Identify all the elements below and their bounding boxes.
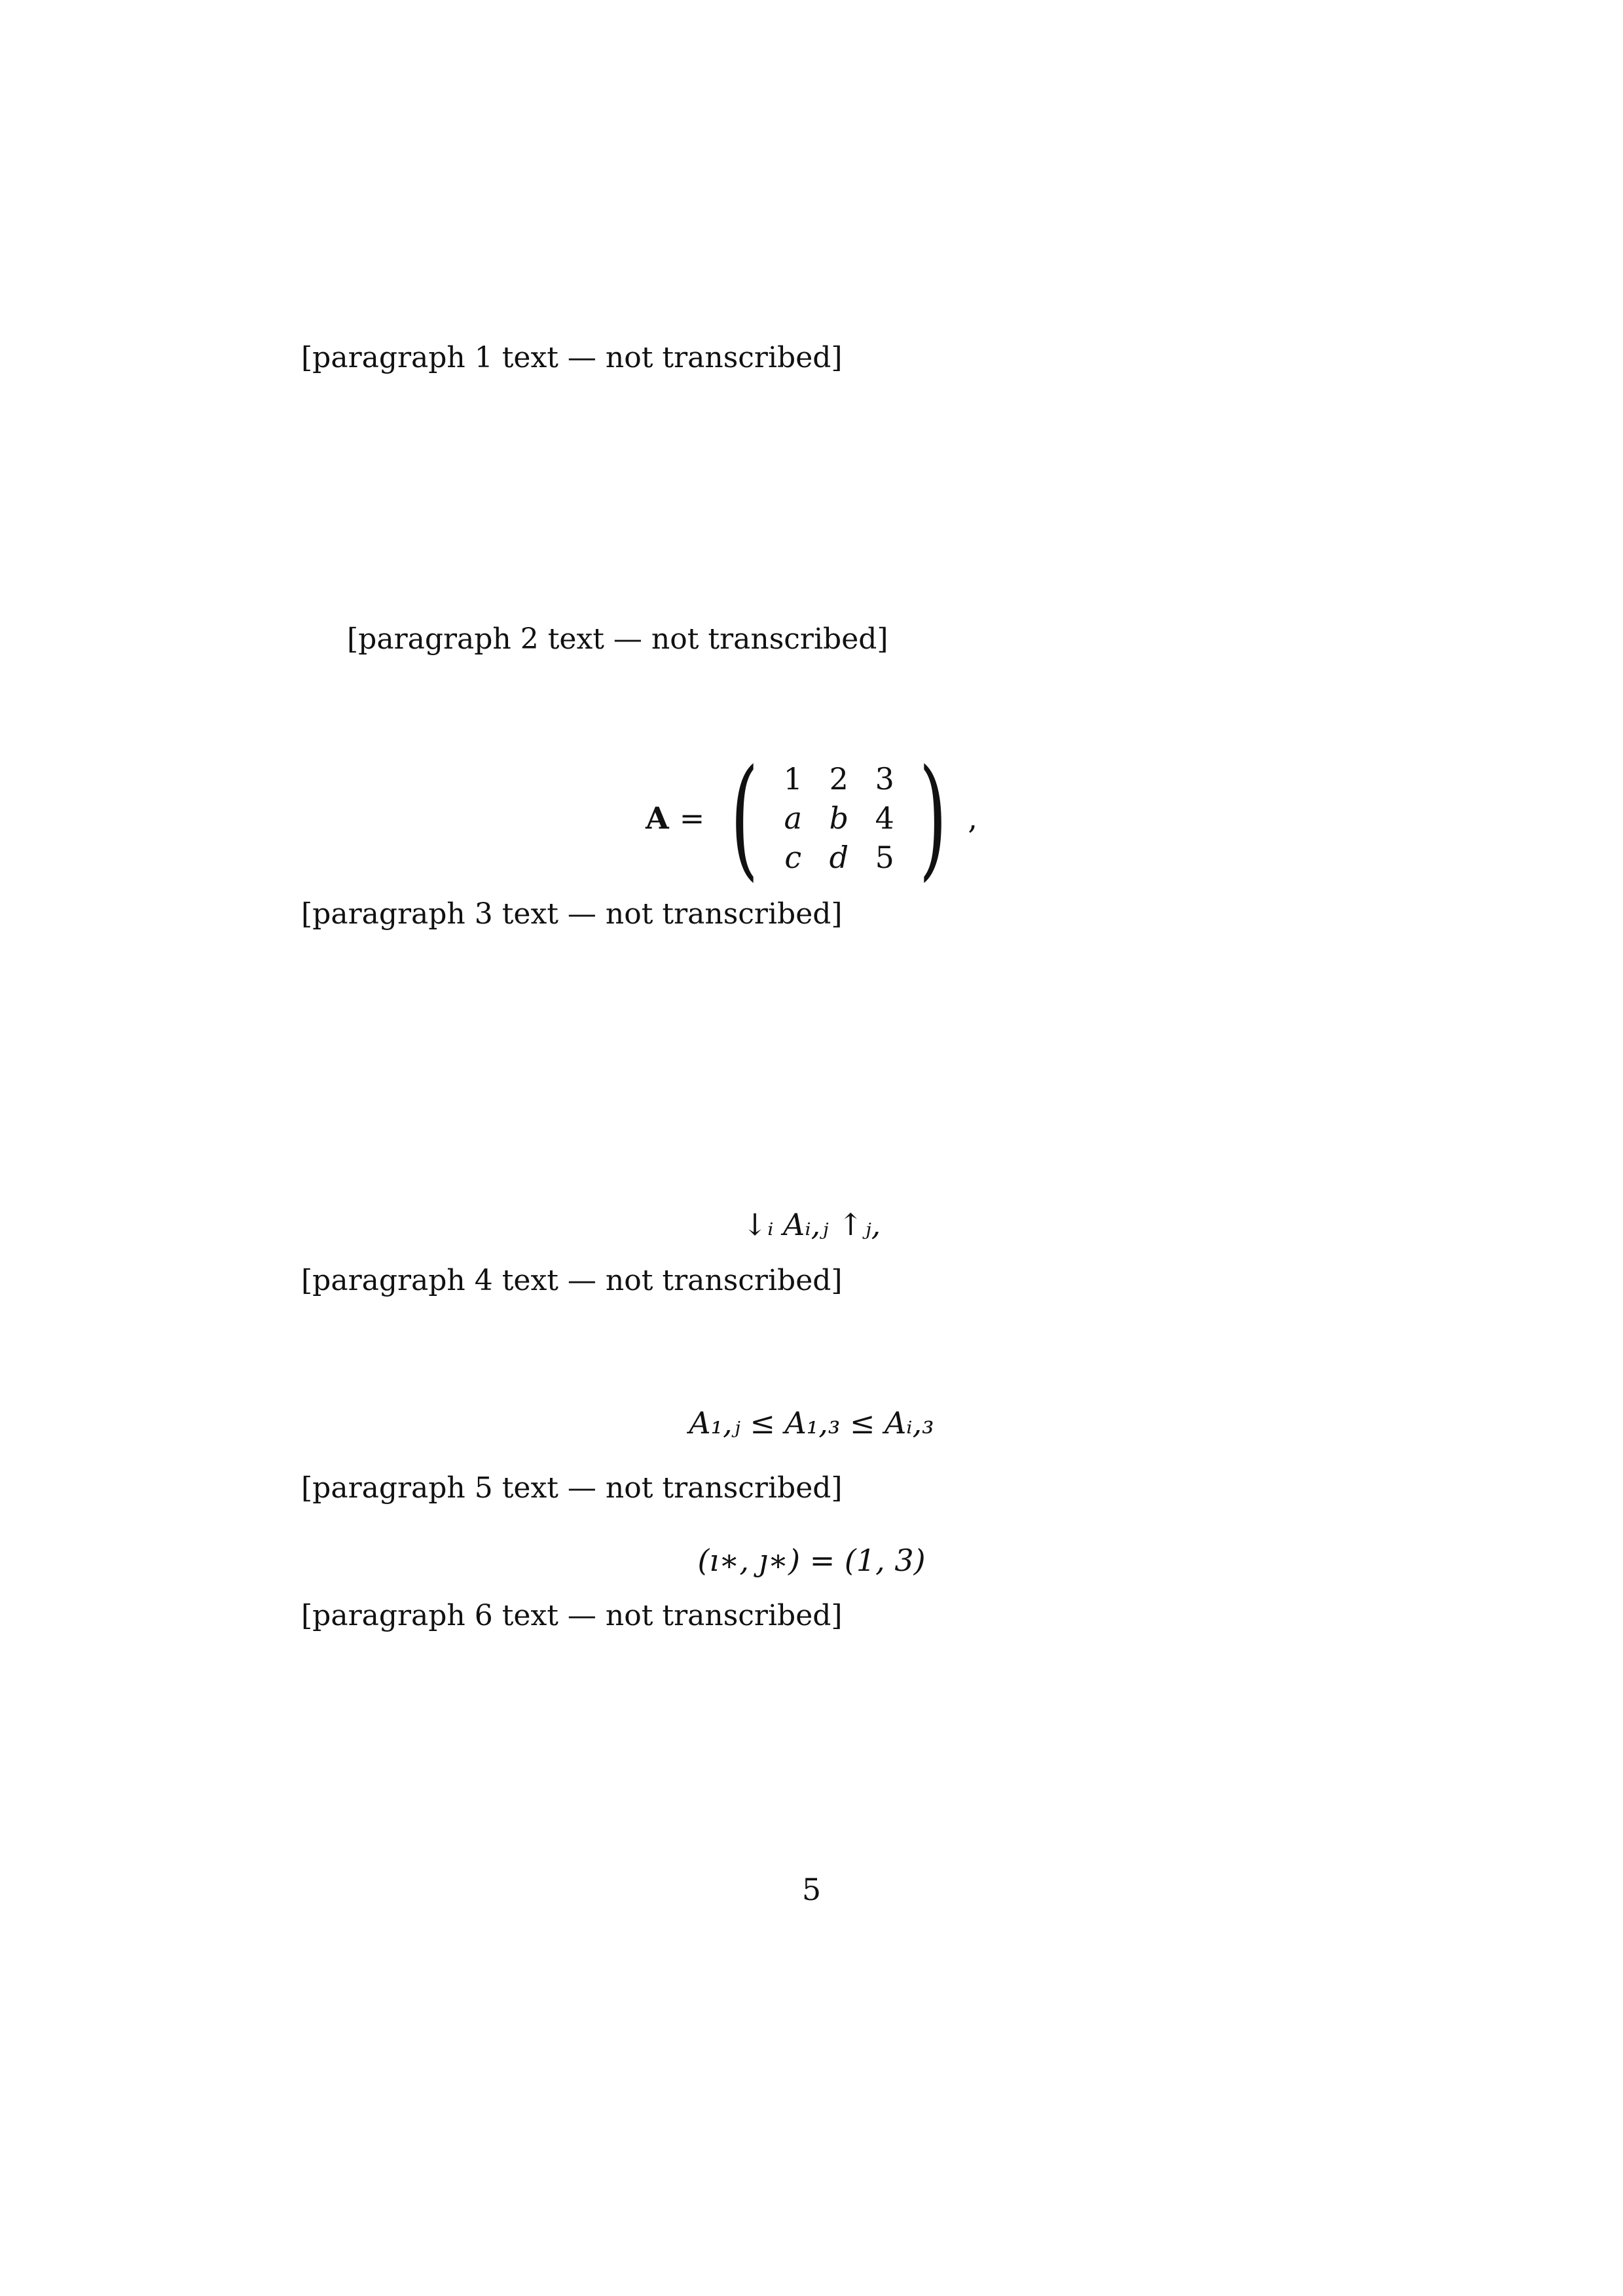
matrix-cell: 2 — [829, 761, 848, 797]
matrix-formula — [0, 742, 1623, 894]
saddle-point-formula: (ı∗, ȷ∗) = (1, 3) — [697, 1543, 926, 1578]
paragraph-6-text: [paragraph 6 text — not transcribed] — [301, 1599, 843, 1632]
matrix-name: A — [646, 800, 669, 836]
paragraph-3 — [301, 895, 1365, 933]
paragraph-5-text: [paragraph 5 text — not transcribed] — [301, 1471, 843, 1505]
paragraph-2 — [301, 620, 1365, 658]
paragraph-4-text: [paragraph 4 text — not transcribed] — [301, 1264, 843, 1297]
matrix-cell: 5 — [875, 840, 894, 875]
matrix-cell: 3 — [875, 761, 894, 797]
page-number: 5 — [801, 1872, 822, 1907]
paragraph-5 — [301, 1469, 1365, 1507]
paragraph-3-text: [paragraph 3 text — not transcribed] — [301, 897, 843, 931]
left-paren: ( — [730, 742, 759, 894]
matrix-cell: 1 — [783, 761, 803, 797]
matrix-cell: d — [829, 840, 849, 875]
matrix-comma: , — [968, 800, 977, 836]
right-paren: ) — [919, 742, 947, 894]
matrix-grid — [770, 759, 907, 877]
matrix-cell: a — [784, 800, 803, 836]
matrix-cell: b — [829, 800, 849, 836]
equals-sign: = — [679, 800, 705, 836]
inequality-formula: A₁,ⱼ ≤ A₁,₃ ≤ Aᵢ,₃ — [689, 1405, 934, 1441]
paragraph-1 — [301, 339, 1365, 377]
paragraph-1-text: [paragraph 1 text — not transcribed] — [301, 341, 843, 374]
paragraph-4 — [301, 1262, 1365, 1300]
matrix-cell: 4 — [875, 800, 894, 836]
matrix-cell: c — [784, 840, 802, 875]
struggle-formula: ↓ᵢ Aᵢ,ⱼ ↑ⱼ, — [742, 1207, 881, 1242]
paragraph-6 — [301, 1597, 1365, 1635]
paragraph-2-text: [paragraph 2 text — not transcribed] — [347, 622, 888, 656]
